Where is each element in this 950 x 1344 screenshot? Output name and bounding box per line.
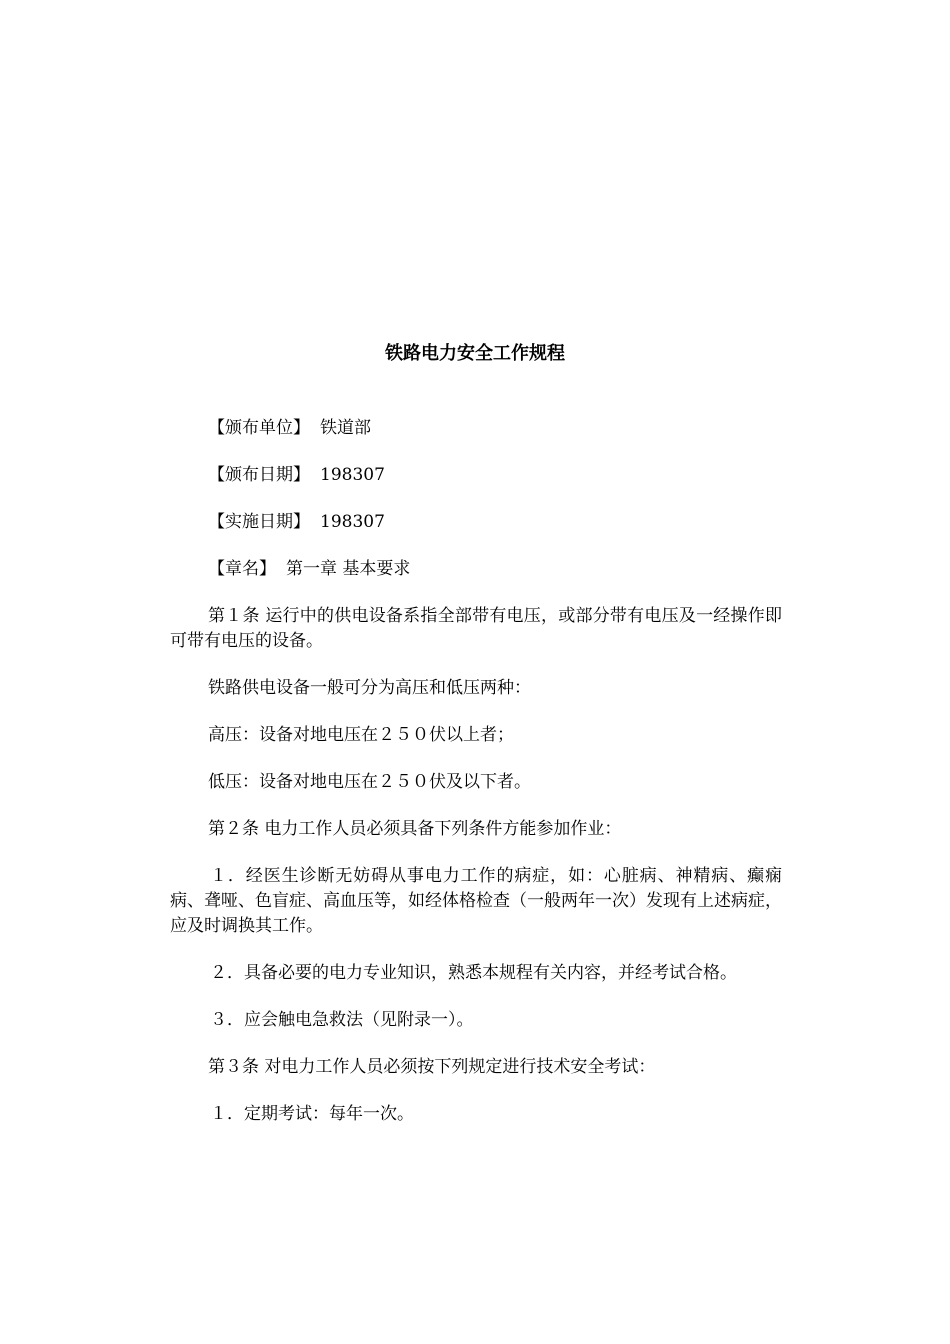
meta-effective-date [170, 510, 782, 535]
meta-label: 【实施日期】 [208, 512, 310, 532]
document-body [170, 416, 782, 1149]
low-voltage-definition: 低压：设备对地电压在２５０伏及以下者。 [208, 772, 531, 792]
meta-issuing-unit [170, 416, 782, 441]
meta-value: 198307 [320, 465, 385, 485]
article-3-paragraph: 第３条 对电力工作人员必须按下列规定进行技术安全考试： [208, 1057, 656, 1077]
meta-label: 【颁布日期】 [208, 465, 310, 485]
meta-value: 198307 [320, 512, 385, 532]
article-1-paragraph: 第１条 运行中的供电设备系指全部带有电压，或部分带有电压及一经操作即可带有电压的设备。 [170, 606, 782, 651]
document-title: 铁路电力安全工作规程 [385, 343, 565, 364]
meta-issue-date [170, 463, 782, 488]
voltage-classification-paragraph: 铁路供电设备一般可分为高压和低压两种： [208, 678, 531, 698]
article-2-item-3: ３．应会触电急救法（见附录一）。 [210, 1010, 474, 1030]
article-2-item-1: １．经医生诊断无妨碍从事电力工作的病症，如：心脏病、神精病、癫痫病、聋哑、色盲症、高血压等，如经体格检查（一般两年一次）发现有上述病症，应及时调换其工作。 [170, 866, 782, 936]
meta-value: 第一章 基本要求 [286, 559, 411, 579]
meta-label: 【颁布单位】 [208, 418, 310, 438]
meta-value: 铁道部 [320, 418, 371, 438]
high-voltage-definition: 高压：设备对地电压在２５０伏以上者； [208, 725, 514, 745]
article-2-item-2: ２．具备必要的电力专业知识，熟悉本规程有关内容，并经考试合格。 [210, 963, 737, 983]
meta-chapter [170, 557, 782, 582]
meta-label: 【章名】 [208, 559, 276, 579]
article-2-paragraph: 第２条 电力工作人员必须具备下列条件方能参加作业： [208, 819, 622, 839]
article-3-item-1: １．定期考试：每年一次。 [210, 1104, 414, 1124]
